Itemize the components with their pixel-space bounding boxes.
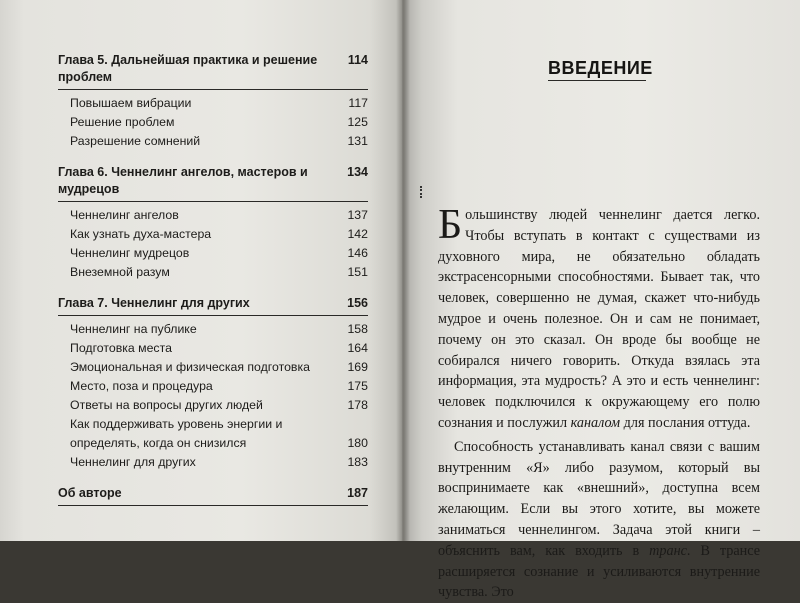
toc-item-page: 151 xyxy=(347,265,368,279)
toc-item xyxy=(58,244,368,263)
toc-chapter xyxy=(58,164,368,198)
toc-rule xyxy=(58,201,368,202)
toc-item xyxy=(58,94,368,113)
toc-item-title: Ченнелинг для других xyxy=(70,455,196,469)
toc-item-title: Разрешение сомнений xyxy=(70,134,201,148)
toc-item xyxy=(58,396,368,415)
toc-item-title: Решение проблем xyxy=(70,115,175,129)
toc-item xyxy=(58,263,368,282)
paragraph xyxy=(438,202,760,434)
toc-item-title: Внеземной разум xyxy=(70,265,170,279)
toc-item xyxy=(58,377,368,396)
chapter-heading-text: ВВЕДЕНИЕ xyxy=(548,58,653,78)
toc-chapter-title: Глава 5. Дальнейшая практика и решение проблем xyxy=(58,53,318,84)
toc-item xyxy=(58,320,368,339)
toc-item-page: 158 xyxy=(347,322,368,336)
toc-item-page: 164 xyxy=(347,341,368,355)
toc-item xyxy=(58,225,368,244)
toc-item-page: 180 xyxy=(347,436,368,450)
toc-chapter xyxy=(58,52,368,86)
toc-chapter-group xyxy=(58,52,368,151)
paragraph-text: Способность устанавливать канал связи с вашим внутренним «Я» либо разумом, который вы воспринимаете как «внешний», доступна всем желающим. Если вы этого хотите, вы можете заниматься ченнелингом. Задача этой книги – объяснить вам, как входить в xyxy=(438,438,760,559)
toc-item-page: 169 xyxy=(347,360,368,374)
toc-chapter-title: Глава 6. Ченнелинг ангелов, мастеров и мудрецов xyxy=(58,165,308,196)
toc-item-page: 175 xyxy=(347,379,368,393)
book-gutter xyxy=(396,0,410,541)
toc-chapter-page: 156 xyxy=(347,296,368,310)
toc-item xyxy=(58,415,368,453)
toc-chapter-page: 187 xyxy=(347,486,368,500)
toc-item xyxy=(58,339,368,358)
drop-cap: Б xyxy=(438,202,463,248)
toc-item-title: Ченнелинг мудрецов xyxy=(70,246,190,260)
toc-rule xyxy=(58,315,368,316)
toc-chapter-title: Глава 7. Ченнелинг для других xyxy=(58,296,250,310)
toc-item-page: 146 xyxy=(347,246,368,260)
toc-item-title: Повышаем вибрации xyxy=(70,96,192,110)
toc-item-page: 178 xyxy=(347,398,368,412)
toc-item xyxy=(58,358,368,377)
paragraph-text: . В трансе расширяется сознание и усиливаются внутренние чувства. Это xyxy=(438,542,760,601)
table-of-contents xyxy=(58,52,368,519)
toc-chapter-title: Об авторе xyxy=(58,486,122,500)
toc-rule xyxy=(58,89,368,90)
paragraph-text: для послания оттуда. xyxy=(620,414,751,431)
toc-item-page: 183 xyxy=(347,455,368,469)
toc-item-page: 137 xyxy=(347,208,368,222)
toc-item-page: 117 xyxy=(348,96,368,110)
toc-item-title: Ответы на вопросы других людей xyxy=(70,398,263,412)
toc-item xyxy=(58,206,368,225)
toc-item xyxy=(58,113,368,132)
toc-item-title: Подготовка места xyxy=(70,341,172,355)
toc-chapter xyxy=(58,485,368,502)
toc-item-title: Ченнелинг ангелов xyxy=(70,208,179,222)
toc-rule xyxy=(58,505,368,506)
toc-chapter-group xyxy=(58,164,368,282)
toc-chapter xyxy=(58,295,368,312)
emphasis: транс xyxy=(649,542,687,559)
paragraph-text: ольшинству людей ченнелинг дается легко. Чтобы вступать в контакт с существами из духовного мира, не обязательно обладать экстрасенсорными способностями. Бывает так, что человек, совершенно не думая, скажет что-нибудь мудрое и очень полезное. Он и сам не понимает, почему он это сказал. Он вроде бы вообще не собирался ничего говорить. Откуда взялась эта информация, эта мудрость? А это и есть ченнелинг: человек подключился к окружающему его полю сознания и послужил xyxy=(438,207,760,431)
emphasis: каналом xyxy=(570,414,621,431)
paragraph xyxy=(438,437,760,603)
toc-item-title: Ченнелинг на публике xyxy=(70,322,197,336)
chapter-heading xyxy=(548,58,668,81)
toc-item-title: Как поддерживать уровень энергии и определять, когда он снизился xyxy=(70,417,283,450)
toc-chapter-group xyxy=(58,295,368,472)
heading-underline xyxy=(548,80,646,81)
toc-item xyxy=(58,132,368,151)
toc-item-page: 131 xyxy=(347,134,368,148)
margin-mark xyxy=(420,186,425,198)
toc-chapter-group xyxy=(58,485,368,506)
toc-item xyxy=(58,453,368,472)
toc-item-title: Как узнать духа-мастера xyxy=(70,227,212,241)
toc-item-title: Место, поза и процедура xyxy=(70,379,213,393)
toc-chapter-page: 134 xyxy=(347,165,368,179)
toc-item-page: 125 xyxy=(347,115,368,129)
toc-item-title: Эмоциональная и физическая подготовка xyxy=(70,360,310,374)
toc-chapter-page: 114 xyxy=(347,53,368,67)
body-text xyxy=(438,202,760,603)
toc-item-page: 142 xyxy=(347,227,368,241)
